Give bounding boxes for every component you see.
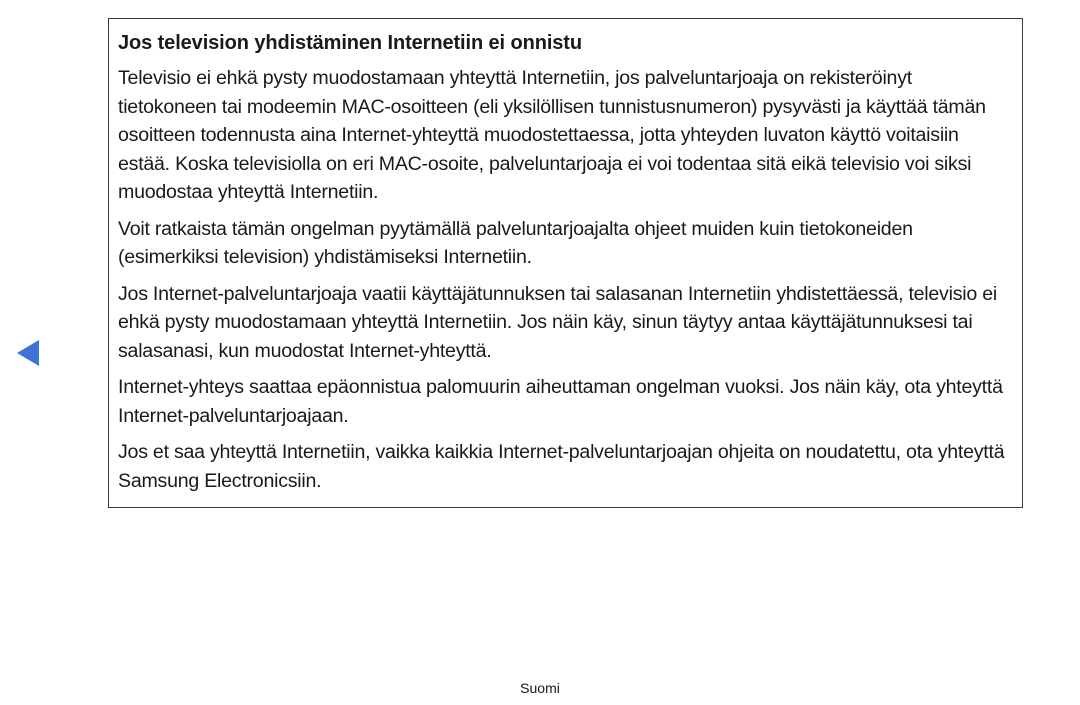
previous-page-arrow-icon[interactable] [17, 340, 39, 366]
paragraph-firewall: Internet-yhteys saattaa epäonnistua palomuurin aiheuttaman ongelman vuoksi. Jos näin käy, ota yhteyttä Internet-palveluntarjoajaan. [118, 376, 1003, 427]
footer-language-label: Suomi [520, 680, 560, 696]
paragraph-credentials: Jos Internet-palveluntarjoaja vaatii käyttäjätunnuksen tai salasanan Internetiin yhdistettäessä, televisio ei ehkä pysty muodostamaan yhteyttä Internetiin. Jos näin käy, sinun täytyy antaa käyttäjätunnuksesi tai salasanasi, kun muodostat Internet-yhteyttä. [118, 282, 997, 362]
paragraph-mac-address: Televisio ei ehkä pysty muodostamaan yhteyttä Internetiin, jos palveluntarjoaja on rekisteröinyt tietokoneen tai modeemin MAC-osoitteen (eli yksilöllisen tunnistusnumeron) pysyvästi ja käyttää tämän osoitteen todennusta aina Internet-yhteyttä muodostettaessa, jotta yhteyden luvaton käyttö voitaisiin estää. Koska televisiolla on eri MAC-osoite, palveluntarjoaja ei voi todentaa sitä eikä televisio voi siksi muodostaa yhteyttä Internetiin. [118, 67, 986, 203]
paragraph-solution: Voit ratkaista tämän ongelman pyytämällä palveluntarjoajalta ohjeet muiden kuin tietokoneiden (esimerkiksi television) yhdistämiseksi Internetiin. [118, 217, 913, 268]
paragraph-contact-samsung: Jos et saa yhteyttä Internetiin, vaikka kaikkia Internet-palveluntarjoajan ohjeita on noudatettu, ota yhteyttä Samsung Electronicsiin. [118, 441, 1005, 492]
troubleshooting-box [108, 18, 1023, 508]
section-title: Jos television yhdistäminen Internetiin ei onnistu [118, 32, 582, 54]
